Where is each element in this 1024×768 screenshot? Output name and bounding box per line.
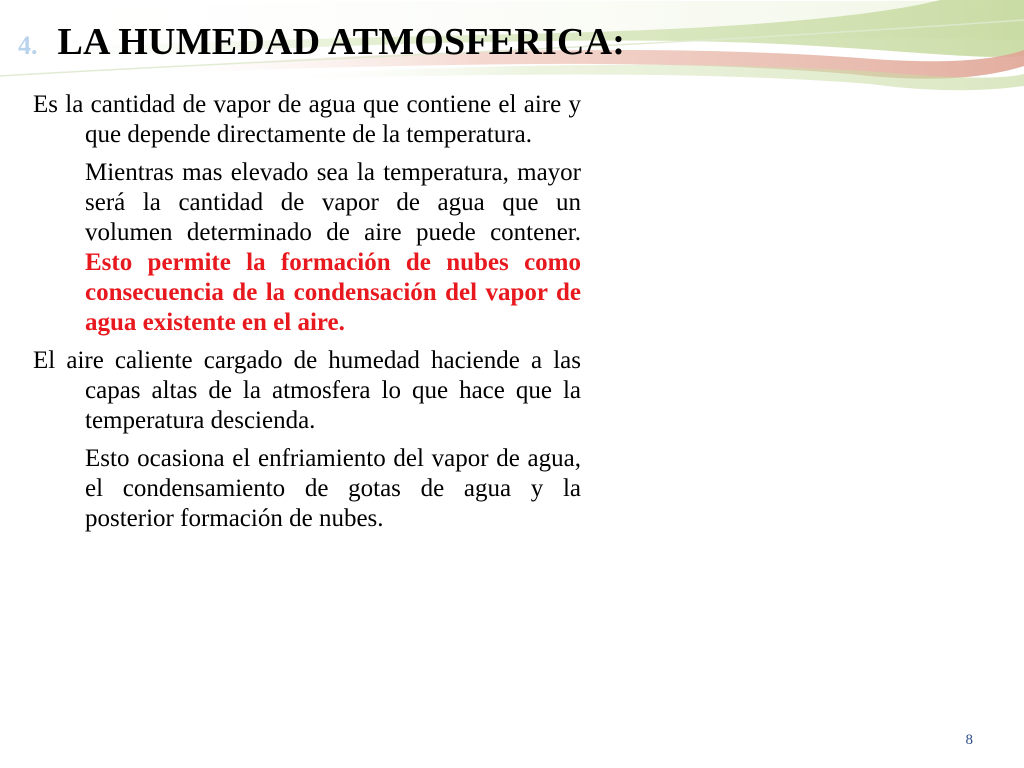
paragraph-definition: Es la cantidad de vapor de agua que contiene el aire y que depende directamente de la temperatura.	[33, 91, 581, 148]
title-row	[18, 20, 625, 72]
paragraph-temperature-effect-text: Mientras mas elevado sea la temperatura, mayor será la cantidad de vapor de agua que un volumen determinado de aire puede contener.	[85, 159, 581, 246]
paragraph-warm-air: El aire caliente cargado de humedad haciende a las capas altas de la atmosfera lo que hace que la temperatura descienda.	[33, 347, 581, 434]
slide-number-prefix: 4.	[18, 31, 38, 60]
paragraph-temperature-effect	[85, 158, 581, 338]
body-text	[33, 90, 581, 542]
page-number: 8	[965, 732, 973, 748]
paragraph-cooling: Esto ocasiona el enfriamiento del vapor de agua, el condensamiento de gotas de agua y la posterior formación de nubes.	[85, 445, 581, 532]
slide-title: LA HUMEDAD ATMOSFERICA:	[57, 21, 626, 63]
highlight-cloud-formation: Esto permite la formación de nubes como consecuencia de la condensación del vapor de agua existente en el aire.	[85, 249, 581, 336]
